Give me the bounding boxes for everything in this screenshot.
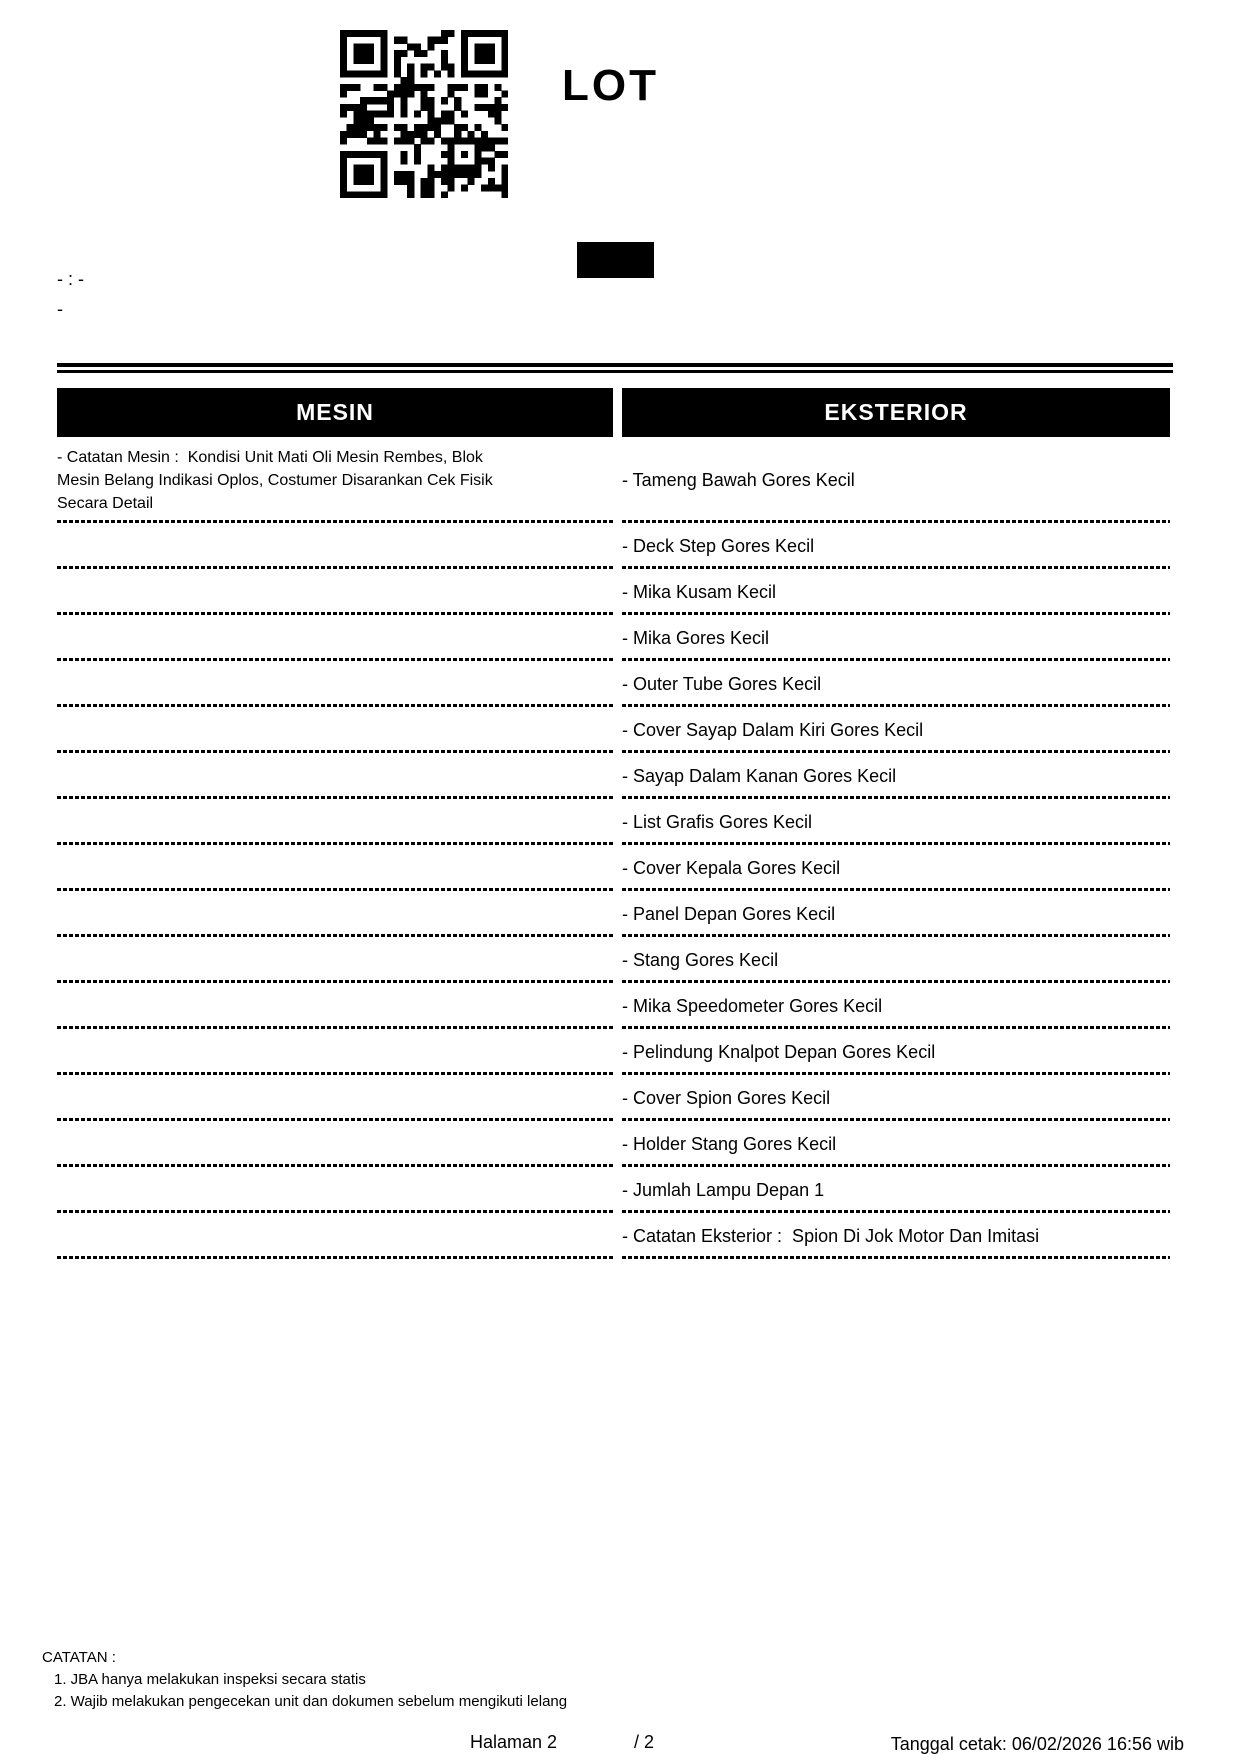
mesin-cell	[57, 983, 613, 1029]
vehicle-meta-line-2: -	[57, 299, 63, 319]
mesin-cell	[57, 937, 613, 983]
footer-note-1: 1. JBA hanya melakukan inspeksi secara statis	[54, 1671, 366, 1688]
mesin-cell	[57, 1029, 613, 1075]
mesin-cell	[57, 1075, 613, 1121]
section-divider	[57, 363, 1173, 373]
table-row	[57, 799, 1170, 845]
mesin-cell: - Catatan Mesin : Kondisi Unit Mati Oli Mesin Rembes, Blok Mesin Belang Indikasi Oplos, Costumer Disarankan Cek Fisik Secara Detail	[57, 437, 613, 523]
qr-code-icon	[340, 30, 508, 198]
table-row	[57, 753, 1170, 799]
eksterior-cell: - Tameng Bawah Gores Kecil	[622, 437, 1170, 523]
mesin-cell	[57, 1167, 613, 1213]
eksterior-cell: - Outer Tube Gores Kecil	[622, 661, 1170, 707]
mesin-cell	[57, 845, 613, 891]
mesin-cell	[57, 799, 613, 845]
table-row	[57, 1029, 1170, 1075]
table-row	[57, 1167, 1170, 1213]
mesin-cell	[57, 891, 613, 937]
eksterior-cell: - Stang Gores Kecil	[622, 937, 1170, 983]
table-row	[57, 891, 1170, 937]
table-row	[57, 937, 1170, 983]
mesin-cell	[57, 615, 613, 661]
eksterior-cell: - Cover Kepala Gores Kecil	[622, 845, 1170, 891]
table-row	[57, 661, 1170, 707]
page-title: LOT	[562, 61, 659, 110]
eksterior-cell: - Mika Speedometer Gores Kecil	[622, 983, 1170, 1029]
table-row	[57, 1121, 1170, 1167]
redaction-box	[577, 242, 654, 278]
page-number: Halaman 2	[470, 1732, 558, 1752]
table-row	[57, 1213, 1170, 1259]
eksterior-cell: - Deck Step Gores Kecil	[622, 523, 1170, 569]
eksterior-cell: - Sayap Dalam Kanan Gores Kecil	[622, 753, 1170, 799]
table-header-row	[57, 388, 1170, 437]
eksterior-cell: - Holder Stang Gores Kecil	[622, 1121, 1170, 1167]
table-row	[57, 523, 1170, 569]
mesin-cell	[57, 1121, 613, 1167]
eksterior-cell: - Mika Kusam Kecil	[622, 569, 1170, 615]
mesin-cell	[57, 523, 613, 569]
mesin-cell	[57, 661, 613, 707]
table-row	[57, 569, 1170, 615]
print-date: Tanggal cetak: 06/02/2026 16:56 wib	[890, 1734, 1184, 1754]
eksterior-cell: - Cover Spion Gores Kecil	[622, 1075, 1170, 1121]
eksterior-cell: - Jumlah Lampu Depan 1	[622, 1167, 1170, 1213]
eksterior-cell: - Cover Sayap Dalam Kiri Gores Kecil	[622, 707, 1170, 753]
footer-note-heading: CATATAN :	[42, 1649, 116, 1666]
mesin-cell	[57, 753, 613, 799]
inspection-table	[57, 388, 1170, 1259]
mesin-cell	[57, 1213, 613, 1259]
mesin-cell	[57, 569, 613, 615]
eksterior-cell: - Panel Depan Gores Kecil	[622, 891, 1170, 937]
eksterior-cell: - Pelindung Knalpot Depan Gores Kecil	[622, 1029, 1170, 1075]
vehicle-meta-line-1: - : -	[57, 269, 84, 289]
eksterior-cell: - Catatan Eksterior : Spion Di Jok Motor Dan Imitasi	[622, 1213, 1170, 1259]
mesin-cell	[57, 707, 613, 753]
footer-note-2: 2. Wajib melakukan pengecekan unit dan dokumen sebelum mengikuti lelang	[54, 1693, 568, 1710]
table-row	[57, 707, 1170, 753]
eksterior-cell: - Mika Gores Kecil	[622, 615, 1170, 661]
table-body	[57, 437, 1170, 1259]
page-total: / 2	[634, 1732, 655, 1752]
table-row	[57, 983, 1170, 1029]
table-row	[57, 845, 1170, 891]
column-header-eksterior: EKSTERIOR	[622, 388, 1170, 437]
column-header-mesin: MESIN	[57, 388, 613, 437]
table-row	[57, 615, 1170, 661]
eksterior-cell: - List Grafis Gores Kecil	[622, 799, 1170, 845]
table-row	[57, 437, 1170, 523]
table-row	[57, 1075, 1170, 1121]
